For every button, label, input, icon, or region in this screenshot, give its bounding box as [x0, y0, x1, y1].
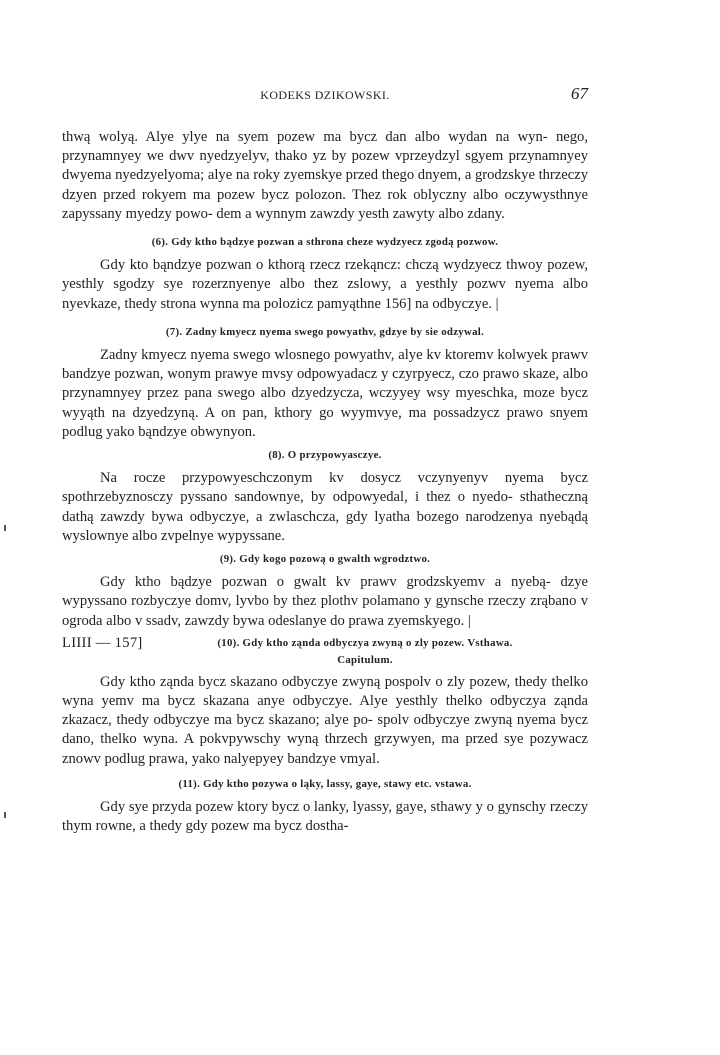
paragraph-7: Zadny kmyecz nyema swego wlosnego powyathv, alye kv ktoremv kolwyek prawv bandzye pozwan, wonym prawye mvsy odpowyadacz y czyrpyecz, czo prawo skaze, albo przynamnyey przez pana swego albo dzyedzycza, wczyyey wsy myeschka, moze bycz wyyąth na dzyedzyną. A on pan, kthory go wyymvye, ma possadzycz prawo snyem podlug yako bąndzye obwynyon.: [62, 347, 588, 440]
margin-mark: [4, 812, 6, 818]
section-heading-6: (6). Gdy ktho bądzye pozwan a sthrona cheze wydzyecz zgodą pozwow.: [151, 236, 499, 249]
paragraph-intro: thwą wolyą. Alye ylye na syem pozew ma bycz dan albo wydan na wyn- nego, przynamnyey we dwv nyedzyelyv, thako yz by pozew vprzeydzyl sgyem przynamnyey dwyema nyedzyelyoma; alye na roky zyemskye przed thego dnyem, a grodzskye thrzeczy dzyen przed rokyem ma pozew bycz polozon. Thez rok oblyczny albo oczywysthnye zapyssany myedzy powo- dem a wynnym zawzdy yesth zawyty albo zdany.: [62, 129, 588, 222]
paragraph-11: Gdy sye przyda pozew ktory bycz o lanky, lyassy, gaye, sthawy y o gynschy rzeczy thym rowne, a thedy gdy pozew ma bycz dostha-: [62, 799, 588, 835]
section-heading-10-subtitle: Capitulum.: [337, 653, 393, 666]
section-heading-7: (7). Zadny kmyecz nyema swego powyathv, gdzye by sie odzywal.: [165, 325, 485, 338]
running-title: KODEKS DZIKOWSKI.: [260, 88, 390, 102]
marginal-folio-note: LIIII — 157]: [62, 634, 143, 651]
page-content: [62, 128, 588, 837]
page-number: 67: [571, 84, 588, 103]
paragraph-9: Gdy ktho bądzye pozwan o gwalt kv prawv grodzskyemv a nyebą- dzye wypyssano rozbyczye domv, lyvbo by thez plothv polamano y gynsche rzeczy zrąbano v ogroda albo v ssadv, zawzdy bywa odeslanye do prawa zyemskyego. |: [62, 574, 588, 629]
section-heading-8: (8). O przypowyasczye.: [268, 449, 382, 462]
section-heading-10-title: (10). Gdy ktho ząnda odbyczya zwyną o zly pozew. Vsthawa.: [217, 636, 513, 649]
margin-mark: [4, 525, 6, 531]
section-heading-11: (11). Gdy ktho pozywa o ląky, lassy, gaye, stawy etc. vstawa.: [178, 777, 472, 790]
paragraph-6: Gdy kto bąndzye pozwan o kthorą rzecz rzekąncz: chczą wydzyecz thwoy pozew, yesthly sgodzy sye rozerznyenye albo thez zslowy, a yesthly pozwv nyema albo nyevkaze, thedy strona wynna ma polozicz pamyąthne 156] na odbyczye. |: [62, 257, 588, 312]
paragraph-10: Gdy ktho ząnda bycz skazano odbyczye zwyną pospolv o zly pozew, thedy thelko wyna yemv ma bycz skazana anye odbyczye. Alye yesthly thelko odbyczya ząnda zkazacz, thedy odbyczye ma bycz skazano; alye po- spolv odbyczye zwyną nyema bycz dano, thelko wyna. A pokvpywschy wyną thrzech grzywyen, ma przed sye pozywacz znowv podlug prawa, yako nalyepyey bandzye vmyal.: [62, 673, 588, 767]
paragraph-8: Na rocze przypowyeschczonym kv dosycz vczynyenyv nyema bycz spothrzebyznosczy pyssano sandownye, by odpowyedal, i thez o nyedo- sthatheczną dathą zawzdy bywa odbyczye, a zwlaschcza, gdy lyatha bozego narodzenya nyebądą wyslownye albo zvpelnye wypyssane.: [62, 470, 588, 544]
section-heading-9: (9). Gdy kogo pozową o gwalth wgrodztwo.: [219, 553, 431, 566]
page-header: [62, 84, 588, 110]
section-heading-10: [62, 635, 588, 669]
